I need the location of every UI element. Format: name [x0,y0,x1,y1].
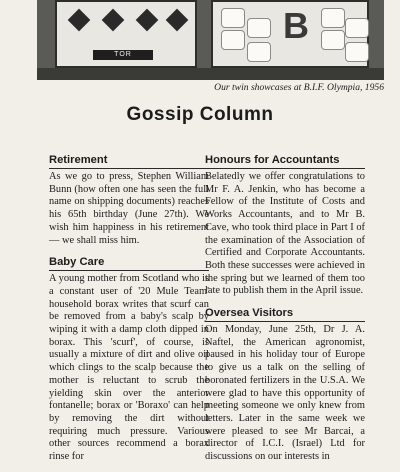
page-title: Gossip Column [126,104,274,125]
showcase-board-left [55,0,197,68]
section-heading: Baby Care [49,255,209,271]
hex-panel [321,30,345,50]
diamond-decoration [136,9,159,32]
diamond-decoration [102,9,125,32]
hex-panel [345,42,369,62]
section-body: A young mother from Scotland who is a constant user of '20 Mule Team' household borax writes that scurf can be removed from a baby's scalp by wiping it with a damp cloth dipped in borax. This 'scurf', of course, is usually a mixture of dirt and olive oil which clings to the scalp because the mother is reluctant to scrub the yielding skin over the anterior fontanelle; borax or 'Boraxo' can help by removing the dirt without requiring much pressure. Various other sources recommend a borax rinse for [49,273,209,463]
left-column [49,153,209,472]
hex-panel [221,30,245,50]
section-heading: Honours for Accountants [205,153,365,169]
hex-panel [247,42,271,62]
showcase-letter: B [283,5,309,46]
showcase-board-right [211,0,369,68]
diamond-decoration [68,9,91,32]
hex-panel [321,8,345,28]
section-heading: Retirement [49,153,209,169]
section-body: As we go to press, Stephen William Bunn (how often one has seen the full name on shipping documents) reaches his 65th birthday (June 27th). We wish him happiness in his retirement — we shall miss him. [49,171,209,246]
section-body: On Monday, June 25th, Dr J. A. Naftel, the American agronomist, paused in his holiday tour of Europe to give us a talk on the selling of boronated fertilizers in the U.S.A. We were glad to have this opportunity of meeting someone we only knew from letters. Later in the same week we were pleased to see Mr Barcai, a director of I.C.I. (Israel) Ltd for discussions on our interests in [205,324,365,463]
right-column [205,153,365,472]
section-body: Belatedly we offer congratulations to Mr F. A. Jenkin, who has become a Fellow of the Institute of Costs and Works Accountants, and to Mr B. Cave, who took third place in Part I of the examination of the Association of Certified and Corporate Accountants. Both these successes were achieved in the spring but we learned of them too late to publish them in the April issue. [205,171,365,297]
showcase-photo [37,0,384,80]
section-heading: Oversea Visitors [205,306,365,322]
showcase-banner: TOR [93,50,153,60]
hex-panel [345,18,369,38]
hex-panel [247,18,271,38]
photo-caption: Our twin showcases at B.I.F. Olympia, 1956 [214,82,384,93]
diamond-decoration [166,9,189,32]
hex-panel [221,8,245,28]
showcase-base [37,68,384,80]
